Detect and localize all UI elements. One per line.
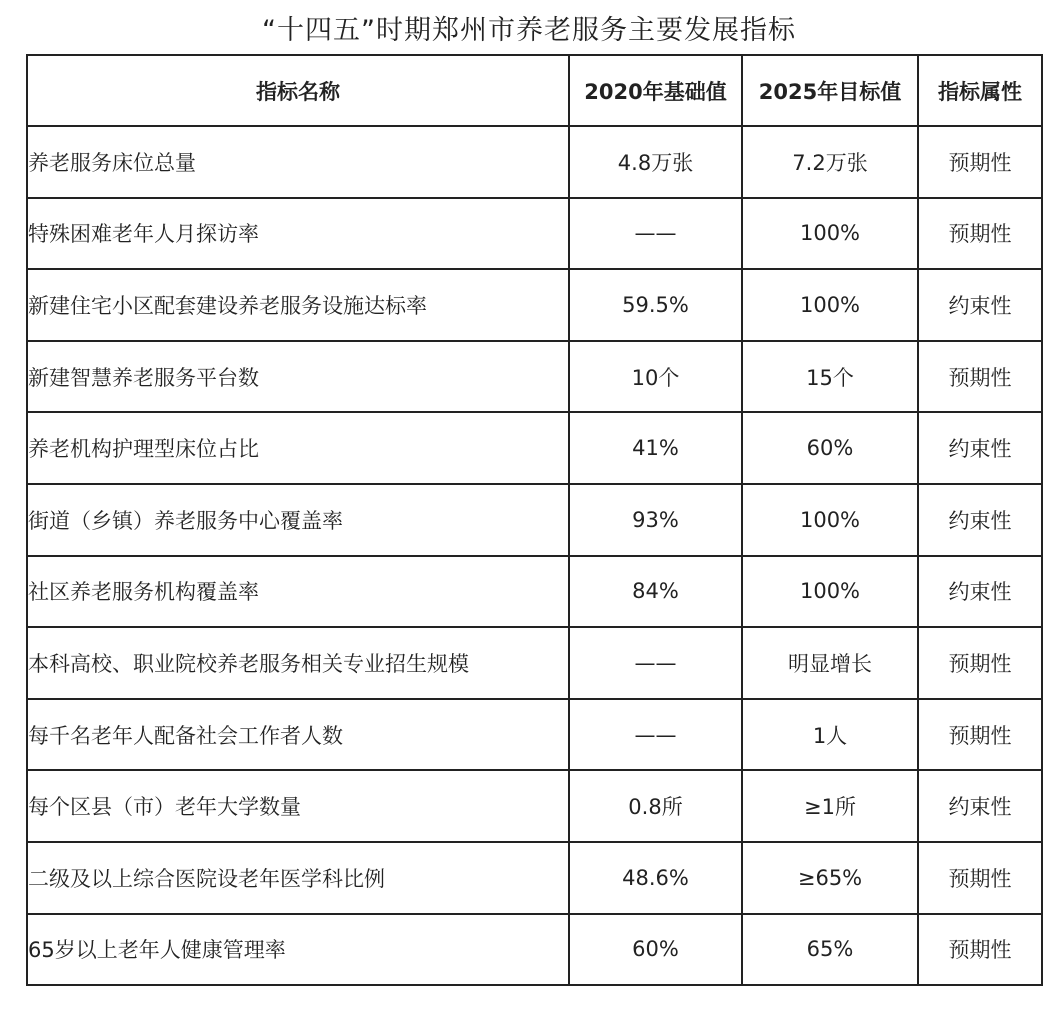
indicator-name: 社区养老服务机构覆盖率 [27, 556, 569, 628]
base-value: 59.5% [569, 269, 742, 341]
base-value: —— [569, 627, 742, 699]
header-attribute: 指标属性 [918, 55, 1042, 126]
target-value: 1人 [742, 699, 918, 771]
header-base-2020: 2020年基础值 [569, 55, 742, 126]
table-row [27, 627, 1042, 699]
indicator-name: 每个区县（市）老年大学数量 [27, 770, 569, 842]
table-row [27, 484, 1042, 556]
table-row [27, 198, 1042, 270]
attribute: 预期性 [918, 699, 1042, 771]
target-value: 明显增长 [742, 627, 918, 699]
base-value: 10个 [569, 341, 742, 413]
indicator-name: 新建住宅小区配套建设养老服务设施达标率 [27, 269, 569, 341]
base-value: 84% [569, 556, 742, 628]
target-value: 7.2万张 [742, 126, 918, 198]
indicator-name: 本科高校、职业院校养老服务相关专业招生规模 [27, 627, 569, 699]
indicator-name: 二级及以上综合医院设老年医学科比例 [27, 842, 569, 914]
attribute: 约束性 [918, 484, 1042, 556]
base-value: —— [569, 198, 742, 270]
table-row [27, 412, 1042, 484]
target-value: 100% [742, 484, 918, 556]
header-indicator-name: 指标名称 [27, 55, 569, 126]
attribute: 约束性 [918, 770, 1042, 842]
base-value: 48.6% [569, 842, 742, 914]
indicator-name: 每千名老年人配备社会工作者人数 [27, 699, 569, 771]
attribute: 预期性 [918, 842, 1042, 914]
target-value: ≥65% [742, 842, 918, 914]
attribute: 约束性 [918, 412, 1042, 484]
attribute: 预期性 [918, 341, 1042, 413]
table-header-row [27, 55, 1042, 126]
table-row [27, 556, 1042, 628]
target-value: 60% [742, 412, 918, 484]
base-value: —— [569, 699, 742, 771]
table-row [27, 842, 1042, 914]
attribute: 约束性 [918, 556, 1042, 628]
target-value: 100% [742, 269, 918, 341]
table-row [27, 269, 1042, 341]
target-value: 15个 [742, 341, 918, 413]
base-value: 0.8所 [569, 770, 742, 842]
table-row [27, 770, 1042, 842]
indicator-name: 新建智慧养老服务平台数 [27, 341, 569, 413]
table-row [27, 341, 1042, 413]
header-target-2025: 2025年目标值 [742, 55, 918, 126]
table-row [27, 914, 1042, 986]
indicator-name: 街道（乡镇）养老服务中心覆盖率 [27, 484, 569, 556]
attribute: 预期性 [918, 198, 1042, 270]
attribute: 约束性 [918, 269, 1042, 341]
attribute: 预期性 [918, 914, 1042, 986]
base-value: 60% [569, 914, 742, 986]
base-value: 4.8万张 [569, 126, 742, 198]
indicators-table [26, 54, 1043, 986]
table-row [27, 699, 1042, 771]
base-value: 41% [569, 412, 742, 484]
target-value: ≥1所 [742, 770, 918, 842]
base-value: 93% [569, 484, 742, 556]
target-value: 100% [742, 556, 918, 628]
indicator-name: 养老机构护理型床位占比 [27, 412, 569, 484]
document-title: “十四五”时期郑州市养老服务主要发展指标 [262, 15, 796, 46]
attribute: 预期性 [918, 126, 1042, 198]
indicator-name: 养老服务床位总量 [27, 126, 569, 198]
target-value: 65% [742, 914, 918, 986]
indicator-name: 特殊困难老年人月探访率 [27, 198, 569, 270]
indicator-name: 65岁以上老年人健康管理率 [27, 914, 569, 986]
target-value: 100% [742, 198, 918, 270]
table-row [27, 126, 1042, 198]
attribute: 预期性 [918, 627, 1042, 699]
